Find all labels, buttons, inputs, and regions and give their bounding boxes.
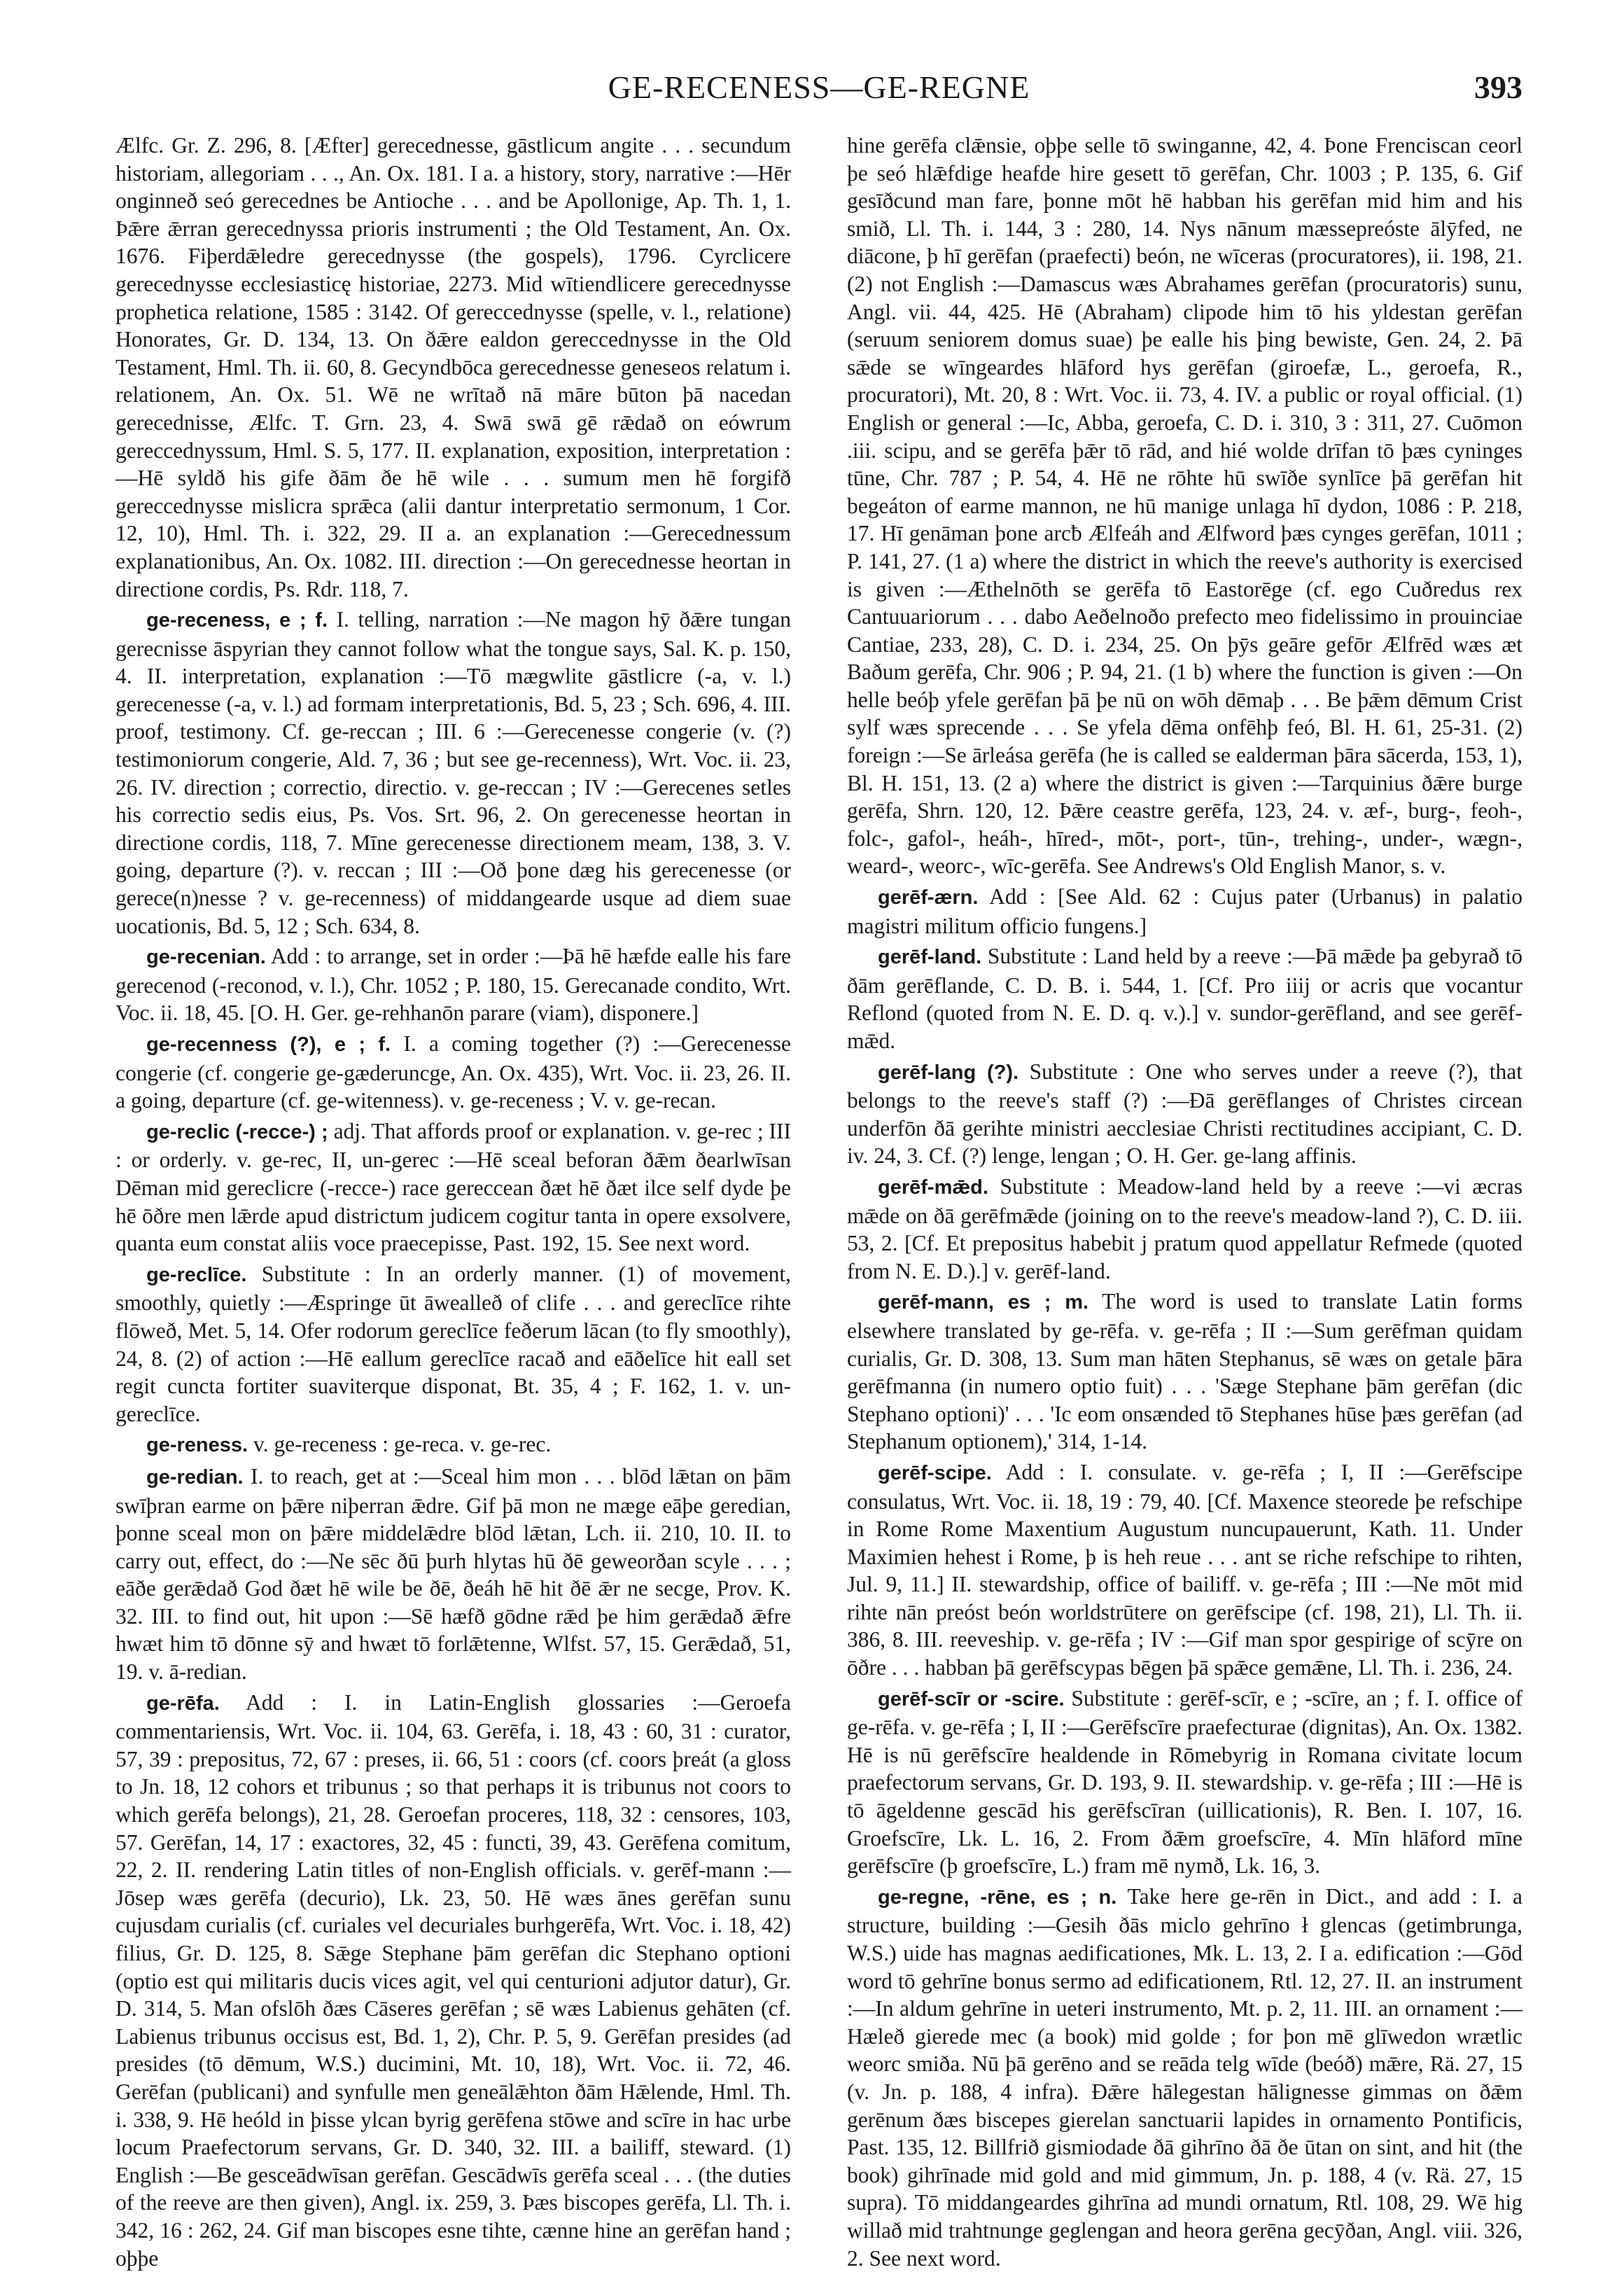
entry-text: adj. That affords proof or explanation. v. ge-rec ; III : or orderly. v. ge-rec, II, un-gerec :—Hē sceal beforan ðǣm ðearlwīsan Dēman mid gereclicre (-recce-) race gereccean ðæt hē ðæt ilce self dyde þe hē ōðre men lǣrde apud districtum judicem cogitur tanta in opere exsolvere, quanta eum constat aliis voce praecepisse, Past. 192, 15. See next word. (115, 1118, 791, 1256)
entry-text: Add : I. consulate. v. ge-rēfa ; I, II :—Gerēfscipe consulatus, Wrt. Voc. ii. 18, 19 : 79, 40. [Cf. Maxence steorede þe refschipe in Rome Rome Maxentium Augustum nuncupauerunt, Kath. 11. Under Maximien hehest i Rome, þ is heh reue . . . ant se riche refschipe to rihten, Jul. 9, 11.] II. stewardship, office of bailiff. v. ge-rēfa ; III :—Ne mōt mid rihte nān preóst beón worldstrūtere on gerēfscipe (cf. 198, 21), Ll. Th. ii. 386, 8. III. reeveship. v. ge-rēfa ; IV :—Gif man spor gespirige of scȳre on ōðre . . . habban þā gerēfscypas bēgen þā spǣce gemǣne, Ll. Th. i. 236, 24. (847, 1459, 1522, 1680)
entry-text: Substitute : One who serves under a reeve (?), that belongs to the reeve's staff (?) :—Ðā gerēflanges of Christes circean underfōn ðā gerihte ministri aecclesiae Christi rectitudines accipiant, C. D. iv. 24, 3. Cf. (?) lenge, lengan ; O. H. Ger. ge-lang affinis. (847, 1059, 1522, 1169)
dictionary-entry (847, 1458, 1522, 1682)
entry-headword: gerēf-mǣd. (878, 1176, 988, 1199)
entry-text: I. to reach, get at :—Sceal him mon . . . blōd lǣtan on þām swīþran earme on þǣre niþerran ǣdre. Gif þā mon ne mæge eāþe geredian, þonne sceal mon on þǣre middelǣdre blōd lǣtan, Lch. ii. 210, 10. II. to carry out, effect, do :—Ne sēc ðū þurh hlytas hū ðē geweorðan scyle . . . ; eāðe gerǣdað God ðæt hē wile be ðē, ðeáh hē hit ðē ǣr ne secge, Prov. K. 32. III. to find out, hit upon :—Sē hæfð gōdne rǣd þe him gerǣdað ǣfre hwæt him tō dōnne sȳ and hwæt tō forlǣtenne, Wlfst. 57, 15. Gerǣdað, 51, 19. v. ā-redian. (115, 1463, 792, 1685)
dictionary-entry (847, 132, 1522, 880)
entry-text: The word is used to translate Latin forms elsewhere translated by ge-rēfa. v. ge-rēfa ; II :—Sum gerēfman quidam curialis, Gr. D. 308, 13. Sum man hāten Stephanus, sē wæs on getale þāra gerēfmanna (in numero optio fuit) . . . 'Sæge Stephane þām gerēfan (dic Stephano optioni)' . . . 'Ic eom onsænded tō Stephanes hūse þæs gerēfan (ad Stephanum optionem),' 314, 1-14. (847, 1289, 1522, 1454)
page-header (115, 69, 1522, 111)
dictionary-entry (847, 1883, 1522, 2272)
dictionary-entry (115, 1430, 791, 1460)
entry-text: Add : [See Ald. 62 : Cujus pater (Urbanus) in palatio magistri militum officio fungens.] (847, 884, 1522, 938)
entry-text: Substitute : Meadow-land held by a reeve :—vi æcras mǣde on ðā gerēfmǣde (joining on to the reeve's meadow-land ?), C. D. iii. 53, 2. [Cf. Et prepositus habebit j pratum quod appellatur Refmede (quoted from N. E. D.).] v. gerēf-land. (847, 1173, 1522, 1283)
entry-text: I. a coming together (?) :—Gerecenesse congerie (cf. congerie ge-gæderuncge, An. Ox. 435), Wrt. Voc. ii. 23, 26. II. a going, departure (cf. ge-witenness). v. ge-receness ; V. v. ge-recan. (115, 1031, 791, 1113)
left-column (115, 132, 792, 2271)
entry-headword: ge-receness, e ; f. (146, 609, 328, 632)
dictionary-entry (847, 1173, 1522, 1285)
entry-text: Substitute : gerēf-scīr, e ; -scīre, an ; f. I. office of ge-rēfa. v. ge-rēfa ; I, II :—Gerēfscīre praefecturae (dignitas), An. Ox. 1382. Hē is nū gerēfscīre healdende in Rōmebyrig in Romana civitate locum praefectorum servans, Gr. D. 193, 9. II. stewardship. v. ge-rēfa ; III :—Hē is tō āgeldenne gescād his gerēfscīran (uillicationis), R. Ben. I. 107, 16. Groefscīre, Lk. L. 16, 2. From ðǣm groefscīre, 4. Mīn hlāford mīne gerēfscīre (þ groefscīre, L.) fram mē nymð, Lk. 16, 3. (847, 1685, 1522, 1879)
entry-text: Add : to arrange, set in order :—Þā hē hæfde ealle his fare gerecenod (-reconod, v. l.), Chr. 1052 ; P. 180, 15. Gerecanade condito, Wrt. Voc. ii. 18, 45. [O. H. Ger. ge-rehhanōn parare (viam), disponere.] (115, 944, 791, 1026)
page-number: 393 (1474, 69, 1522, 105)
entry-headword: gerēf-scīr or -scire. (878, 1687, 1065, 1710)
entry-headword: ge-rēfa. (146, 1692, 220, 1715)
entry-text: Add : I. in Latin-English glossaries :—Geroefa commentariensis, Wrt. Voc. ii. 104, 63. Gerēfa, i. 18, 43 : 60, 31 : curator, 57, 39 : prepositus, 72, 67 : preses, ii. 66, 51 : coors (cf. coors þreát (a gloss to Jn. 18, 12 cohors et tribunus ; so that perhaps it is tribunus not coors to which gerēfa belongs), 21, 28. Geroefan proceres, 118, 32 : censores, 103, 57. Gerēfan, 14, 17 : exactores, 32, 45 : functi, 39, 43. Gerēfena comitum, 22, 2. II. rendering Latin titles of non-English officials. v. gerēf-mann :—Jōsep wæs gerēfa (decurio), Lk. 23, 50. Hē wæs ānes gerēfan sunu cujusdam curialis (cf. curiales vel decuriales burhgerēfa, Wrt. Voc. i. 18, 42) filius, Gr. D. 125, 8. Sǣge Stephane þām gerēfan dic Stephano optioni (optio est qui militaris ducis vices agit, vel qui centurioni adjutor datur), Gr. D. 314, 5. Man ofslōh ðæs Cāseres gerēfan ; sē wæs Labienus gehāten (cf. Labienus tribunus occisus est, Bd. 1, 2), Chr. P. 5, 9. Gerēfan presides (ad presides (tō dēmum, W.S.) ducimini, Mt. 10, 18), Wrt. Voc. ii. 72, 46. Gerēfan (publicani) and synfulle men geneālǣhton ðām Hǣlende, Hml. Th. i. 338, 9. Hē heóld in þisse ylcan byrig gerēfena stōwe and scīre in hac urbe locum Praefectorum servans, Gr. D. 340, 32. III. a bailiff, steward. (1) English :—Be gesceādwīsan gerēfan. Gescādwīs gerēfa sceal . . . (the duties of the reeve are then given), Angl. ix. 259, 3. Þæs biscopes gerēfa, Ll. Th. i. 342, 16 : 262, 24. Gif man biscopes esne tihte, cænne hine an gerēfan hand ; oþþe (115, 1689, 791, 2271)
entry-headword: ge-reness. (146, 1434, 248, 1457)
entry-headword: gerēf-land. (878, 946, 982, 969)
entry-headword: ge-regne, -rēne, es ; n. (878, 1886, 1117, 1909)
entry-text: Take here ge-rēn in Dict., and add : I. a structure, building :—Gesih ðās miclo gehrīno ł glencas (getimbrunga, W.S.) uide has magnas aedificationes, Mk. L. 13, 2. I a. edification :—Gōd word tō gehrīne bonus sermo ad edificationem, Rtl. 12, 27. II. an instrument :—In aldum gehrīne in ueteri instrumento, Mt. p. 2, 11. III. an ornament :—Hæleð gierede mec (a book) mid golde ; for þon mē glīwedon wrætlic weorc smiða. Nū þā gerēno and se reāda telg wīde (beóð) mǣre, Rä. 27, 15 (v. Jn. p. 188, 4 infra). Ðǣre hālegestan hālignesse gimmas on ðǣm gerēnum ðæs biscepes gierelan sanctuarii lapides in ornamento Pontificis, Past. 135, 12. Billfrið gismiodade ðā gihrīno ðā ðe ūtan on sint, and hit (the book) gihrīnade mid gold and mid gimmum, Jn. p. 188, 4 (v. Rä. 27, 15 supra). Tō middangeardes gihrīna ad mundi ornatum, Rtl. 108, 29. Wē hig willað mid trahtnunge geglengan and heora gerēna gecȳðan, Angl. viii. 326, 2. See next word. (847, 1883, 1523, 2271)
dictionary-entry (115, 1463, 791, 1686)
dictionary-entry (847, 1288, 1522, 1456)
dictionary-entry (847, 1685, 1522, 1880)
dictionary-entry (115, 1030, 791, 1115)
dictionary-entry (847, 1058, 1522, 1170)
entry-text: Ælfc. Gr. Z. 296, 8. [Æfter] gerecednesse, gāstlicum angite . . . secundum historiam, allegoriam . . ., An. Ox. 181. I a. a history, story, narrative :—Hēr onginneð seó gerecednes be Antioche . . . and be Apollonige, Ap. Th. 1, 1. Þǣre ǣrran gerecednyssa prioris instrumenti ; the Old Testament, An. Ox. 1676. Fiþerdǣledre gerecednysse (the gospels), 1796. Cyrclicere gerecednysse ecclesiasticę historiae, 2273. Mid wītiendlicere gerecednysse prophetica relatione, 1585 : 3142. Of gereccednysse (spelle, v. l., relatione) Honorates, Gr. D. 134, 13. On ðǣre ealdon gereccednysse in the Old Testament, Hml. Th. ii. 60, 8. Gecyndbōca gerecednesse geneseos relatum i. relationem, An. Ox. 51. Wē ne wrītað nā māre būton þā nacedan gerecednisse, Ælfc. T. Grn. 23, 4. Swā swā gē rǣdað on eówrum gereccednyssum, Hml. S. 5, 177. II. explanation, exposition, interpretation :—Hē syldð his gife ðām ðe hē wile . . . sumum men hē forgifð gereccednysse mislicra sprǣca (alii dantur interpretatio sermonum, 1 Cor. 12, 10), Hml. Th. i. 322, 29. II a. an explanation :—Gerecednessum explanationibus, An. Ox. 1082. III. direction :—On gerecednesse heortan in directione cordis, Ps. Rdr. 118, 7. (115, 133, 791, 601)
running-head: GE-RECENESS—GE-REGNE (608, 69, 1030, 105)
entry-headword: ge-redian. (146, 1465, 244, 1489)
entry-headword: gerēf-ærn. (878, 886, 979, 910)
dictionary-entry (847, 942, 1522, 1054)
entry-text: Substitute : In an orderly manner. (1) of movement, smoothly, quietly :—Æspringe ūt āwealleð of clife . . . and gereclīce rihte flōweð, Met. 5, 14. Ofer rodorum gereclīce feðerum lācan (to fly smoothly), 24, 8. (2) of action :—Hē eallum gereclīce racað and eāðelīce hit eall set regit cuncta fortiter suaviterque disponat, Bt. 35, 4 ; F. 162, 1. v. un-gereclīce. (115, 1261, 792, 1426)
dictionary-entry (115, 1689, 791, 2272)
dictionary-entry (115, 132, 791, 603)
entry-text: Substitute : Land held by a reeve :—Þā mǣde þa gebyrað tō ðām gerēflande, C. D. B. i. 544, 1. [Cf. Pro iiij or acris que vocantur Reflond (quoted from N. E. D. q. v.).] v. sundor-gerēfland, and see gerēf-mǣd. (847, 944, 1522, 1053)
entry-text: I. telling, narration :—Ne magon hȳ ðǣre tungan gerecnisse āspyrian they cannot follow what the tongue says, Sal. K. p. 150, 4. II. interpretation, explanation :—Tō mægwlite gāstlicre (-a, v. l.) gerecenesse (-a, v. l.) ad formam interpretationis, Bd. 5, 23 ; Sch. 696, 4. III. proof, testimony. Cf. ge-reccan ; III. 6 :—Gerecenesse congerie (v. (?) testimoniorum congerie, Ald. 7, 36 ; but see ge-recenness), Wrt. Voc. ii. 23, 26. IV. direction ; correctio, directio. v. ge-reccan ; IV :—Gerecenes setles his correctio sedis eius, Ps. Vos. Srt. 96, 2. On gerecenesse heortan in directione cordis, 118, 7. Mīne gerecenesse directionem meam, 138, 3. V. going, departure (?). v. reccan ; III :—Oð þone dæg his gerecenesse (or gerece(n)nesse ? v. ge-recenness) of middangearde usque ad diem suae uocationis, Bd. 5, 12 ; Sch. 634, 8. (115, 607, 791, 938)
entry-headword: ge-reclic (-recce-) ; (146, 1120, 328, 1143)
entry-headword: gerēf-lang (?). (878, 1061, 1019, 1084)
entry-headword: gerēf-mann, es ; m. (878, 1291, 1089, 1314)
dictionary-entry (115, 606, 791, 940)
dictionary-entry (115, 1117, 791, 1257)
entry-text: v. ge-receness : ge-reca. v. ge-rec. (253, 1432, 552, 1457)
entry-text: hine gerēfa clǣnsie, oþþe selle tō swinganne, 42, 4. Þone Frenciscan ceorl þe seó hlǣfdige heafde hire gesett tō gerēfan, Chr. 1003 ; P. 135, 6. Gif gesīðcund man fare, þonne mōt hē habban his gerēfan mid him and his smið, Ll. Th. i. 144, 3 : 280, 14. Nys nānum mæssepreóste ālȳfed, ne diācone, þ hī gerēfan (praefecti) beón, ne wīceras (procuratores), ii. 198, 21. (2) not English :—Damascus wæs Abrahames gerēfan (procuratoris) sunu, Angl. vii. 44, 425. Hē (Abraham) clipode him tō his yldestan gerēfan (seruum seniorem domus suae) þe ealle his þing bewiste, Gen. 24, 2. Þā sǣde se wīngeardes hlāford hys gerēfan (giroefæ, L., geroefa, R., procuratori), Mt. 20, 8 : Wrt. Voc. ii. 73, 4. IV. a public or royal official. (1) English or general :—Ic, Abba, geroefa, C. D. i. 310, 3 : 311, 27. Cuōmon .iii. scipu, and se gerēfa þǣr tō rād, and hié wolde drīfan tō þæs cyninges tūne, Chr. 787 ; P. 54, 4. Hē ne rōhte hū swīðe synlīce þā gerēfan hit begeáton of earme mannon, ne hū manige unlaga hī dydon, 1086 : P. 218, 17. Hī genāman þone arcƀ Ælfeáh and Ælfword þæs cynges gerēfan, 1011 ; P. 141, 27. (1 a) where the district in which the reeve's authority is exercised is given :—Æthelnōth se gerēfa tō Eastorēge (cf. ego Cuðredus rex Cantuuariorum . . . dabo Aeðelnoðo prefecto meo fidelissimo in prouinciae Cantiae, 233, 28), C. D. i. 234, 25. On þȳs geāre gefōr Ælfrēd wæs æt Baðum gerēfa, Chr. 906 ; P. 94, 21. (1 b) where the function is given :—On helle beóþ yfele gerēfan þā þe nū on wōh dēmaþ . . . Be þǣm dēmum Crist sylf wæs sprecende . . . Se yfela dēma onfēhþ feó, Bl. H. 61, 25-31. (2) foreign :—Se ārleása gerēfa (he is called se ealderman þāra sācerda, 153, 1), Bl. H. 151, 13. (2 a) where the district is given :—Tarquinius ðǣre burge gerēfa, Shrn. 120, 12. Þǣre ceastre gerēfa, 123, 24. v. æf-, burg-, feoh-, folc-, gafol-, heáh-, hīred-, mōt-, port-, tūn-, trehing-, under-, wægn-, weard-, weorc-, wīc-gerēfa. See Andrews's Old English Manor, s. v. (847, 133, 1522, 879)
entry-headword: gerēf-scipe. (878, 1461, 992, 1484)
dictionary-entry (115, 1260, 791, 1428)
entry-headword: ge-recenness (?), e ; f. (146, 1033, 391, 1056)
dictionary-entry (115, 942, 791, 1027)
dictionary-entry (847, 883, 1522, 940)
entry-headword: ge-recenian. (146, 946, 266, 969)
right-column (847, 132, 1523, 2271)
entry-headword: ge-reclīce. (146, 1263, 247, 1286)
